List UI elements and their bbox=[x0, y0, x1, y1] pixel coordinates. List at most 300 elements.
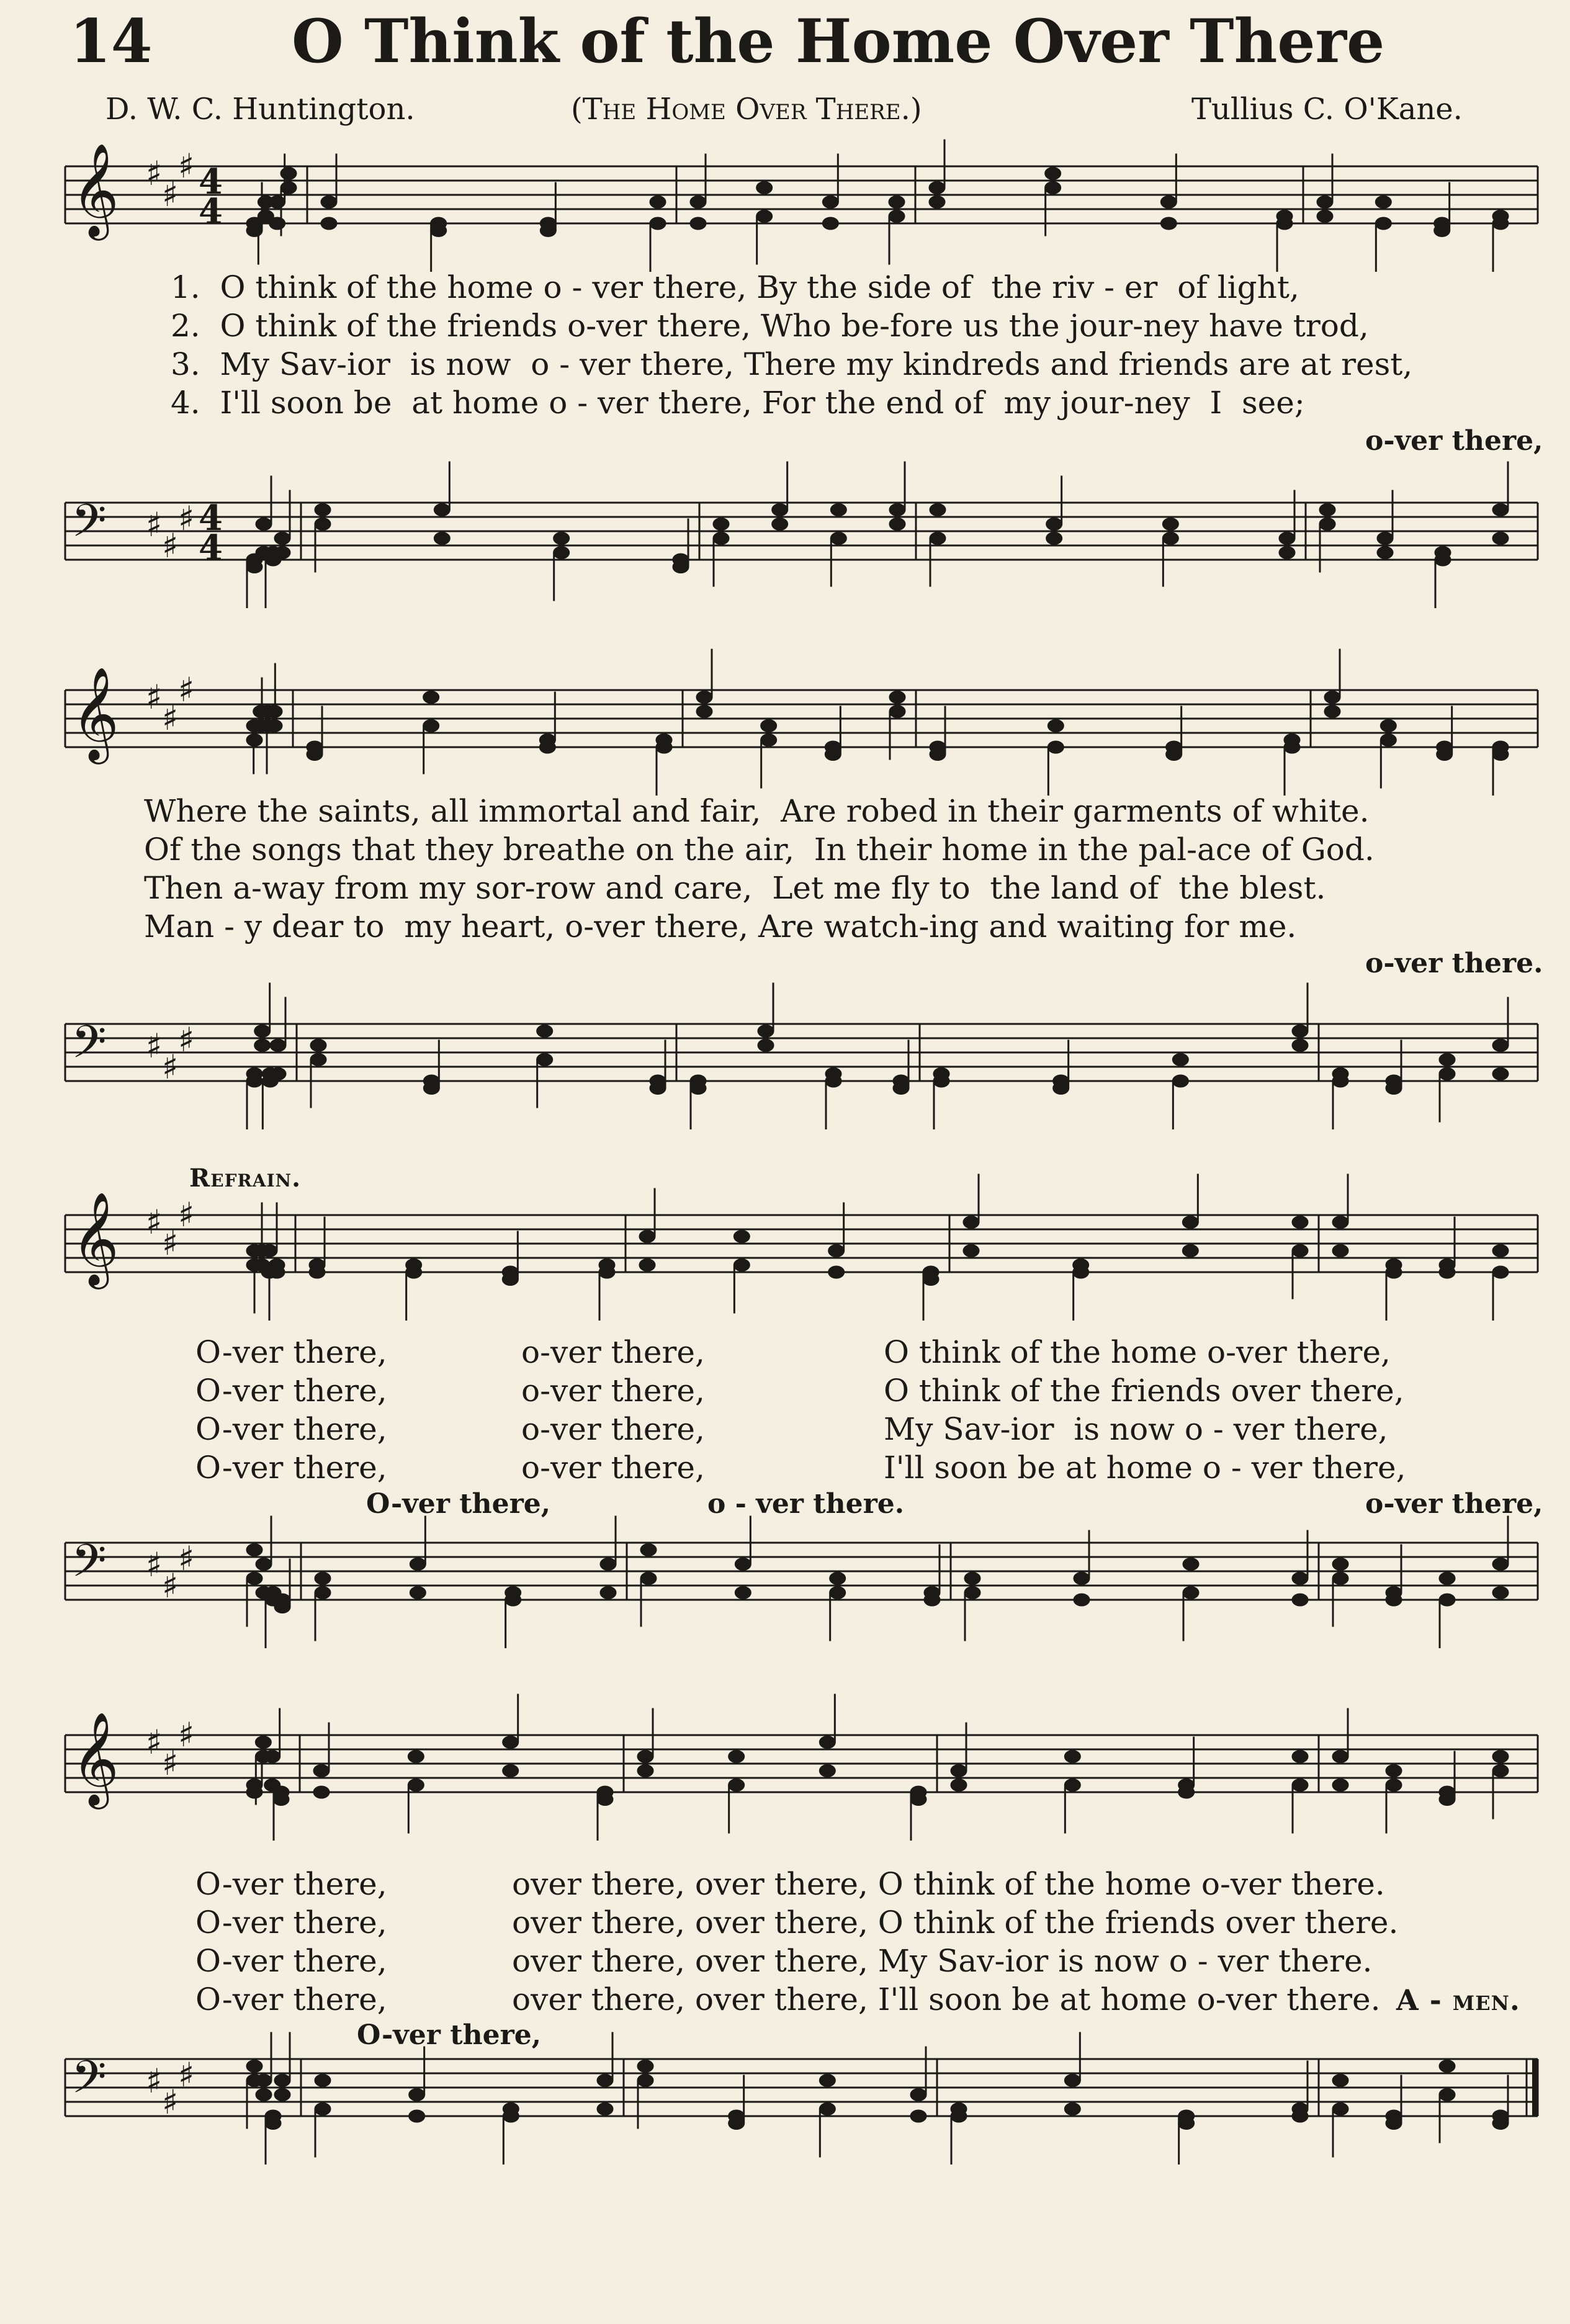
note-head bbox=[924, 1594, 940, 1606]
note-head bbox=[828, 1266, 845, 1278]
refrain-col-3 bbox=[884, 1333, 1406, 1487]
note-head bbox=[274, 2075, 290, 2087]
note-head bbox=[889, 706, 905, 718]
bass-clef-icon: 𝄢 bbox=[71, 1534, 107, 1598]
note-head bbox=[923, 1266, 939, 1278]
note-head bbox=[1332, 1779, 1348, 1792]
note-head bbox=[1386, 2110, 1402, 2122]
sharp-icon: ♯ bbox=[178, 1195, 195, 1234]
note-head bbox=[1375, 196, 1391, 209]
note-head bbox=[756, 182, 773, 194]
note-head bbox=[256, 1558, 272, 1571]
refrain-echo-3: o-ver there, bbox=[1365, 1488, 1543, 1520]
note-head bbox=[1439, 1573, 1455, 1585]
note-head bbox=[600, 1558, 616, 1571]
time-signature-bottom: 4 bbox=[199, 191, 223, 232]
note-head bbox=[1064, 2075, 1080, 2087]
refrain-label: Refrain. bbox=[189, 1164, 302, 1193]
note-head bbox=[1292, 1216, 1308, 1229]
note-head bbox=[830, 504, 846, 516]
note-head bbox=[1317, 196, 1333, 209]
sharp-icon: ♯ bbox=[146, 154, 163, 193]
note-head bbox=[1386, 1594, 1402, 1606]
note-head bbox=[1064, 1751, 1080, 1763]
note-head bbox=[269, 217, 285, 230]
note-head bbox=[910, 1786, 926, 1798]
refrain-echo-2: o - ver there. bbox=[707, 1488, 905, 1520]
note-head bbox=[639, 1259, 655, 1272]
note-head bbox=[503, 2110, 519, 2122]
note-head bbox=[1279, 532, 1295, 545]
note-head bbox=[246, 1544, 262, 1556]
note-head bbox=[713, 518, 729, 531]
verse-line: O-ver there, bbox=[195, 1866, 387, 1902]
note-head bbox=[964, 1573, 980, 1585]
note-head bbox=[729, 1779, 745, 1792]
note-head bbox=[951, 2110, 967, 2122]
sharp-icon: ♯ bbox=[146, 2062, 163, 2101]
verse-line: over there, over there, I'll soon be at home o-ver there. bbox=[512, 1981, 1381, 2017]
verse-line: over there, over there, O think of the home o-ver there. bbox=[512, 1866, 1385, 1902]
note-head bbox=[1160, 196, 1177, 209]
note-head bbox=[410, 1587, 426, 1599]
note-head bbox=[640, 1573, 657, 1585]
verse-line: O-ver there, bbox=[195, 1943, 387, 1979]
note-head bbox=[246, 1573, 262, 1585]
note-head bbox=[1074, 1594, 1090, 1606]
note-head bbox=[1183, 1587, 1199, 1599]
verse-line: 4. I'll soon be at home o - ver there, For the end of my jour-ney I see; bbox=[171, 385, 1305, 421]
note-head bbox=[761, 734, 777, 747]
note-head bbox=[696, 691, 712, 704]
note-head bbox=[539, 741, 555, 753]
note-head bbox=[929, 182, 945, 194]
note-head bbox=[1439, 1786, 1455, 1798]
note-head bbox=[313, 1765, 330, 1777]
verse-line: O-ver there, bbox=[195, 1373, 387, 1409]
note-head bbox=[1492, 1587, 1509, 1599]
verse-line: My Sav-ior is now o - ver there, bbox=[884, 1411, 1388, 1447]
note-head bbox=[1332, 1075, 1348, 1087]
note-head bbox=[1064, 1779, 1080, 1792]
note-head bbox=[637, 2060, 653, 2073]
note-head bbox=[280, 168, 297, 180]
verse-line: O-ver there, bbox=[195, 1411, 387, 1447]
sharp-icon: ♯ bbox=[146, 1545, 163, 1584]
note-head bbox=[246, 1786, 262, 1798]
note-head bbox=[409, 2089, 425, 2101]
note-head bbox=[408, 1779, 424, 1792]
note-head bbox=[313, 1786, 330, 1798]
note-head bbox=[1492, 741, 1509, 753]
note-head bbox=[690, 217, 706, 230]
verse-line: O-ver there, bbox=[195, 1334, 387, 1370]
note-head bbox=[964, 1587, 980, 1599]
note-head bbox=[1276, 217, 1293, 230]
note-head bbox=[910, 2089, 926, 2101]
note-head bbox=[1492, 1765, 1509, 1777]
note-head bbox=[1492, 1039, 1509, 1052]
verse-line: Man - y dear to my heart, o-ver there, Are watch-ing and waiting for me. bbox=[144, 909, 1297, 944]
note-head bbox=[315, 2075, 331, 2087]
note-head bbox=[431, 217, 447, 230]
note-head bbox=[637, 1751, 653, 1763]
note-head bbox=[910, 2110, 926, 2122]
note-head bbox=[1437, 741, 1453, 753]
note-head bbox=[315, 1587, 331, 1599]
note-head bbox=[822, 217, 838, 230]
note-head bbox=[1162, 532, 1178, 545]
note-head bbox=[1046, 532, 1062, 545]
sharp-icon: ♯ bbox=[162, 1744, 179, 1783]
note-head bbox=[1332, 1573, 1348, 1585]
note-head bbox=[1492, 2110, 1509, 2122]
note-head bbox=[1332, 1751, 1348, 1763]
note-head bbox=[315, 2103, 331, 2115]
note-head bbox=[256, 518, 272, 531]
note-head bbox=[1332, 1245, 1348, 1257]
note-head bbox=[246, 2060, 262, 2073]
note-head bbox=[423, 1075, 439, 1087]
note-head bbox=[1492, 1751, 1509, 1763]
system-2-echo: o-ver there. bbox=[1365, 948, 1543, 979]
sharp-icon: ♯ bbox=[146, 1723, 163, 1762]
note-head bbox=[1386, 1266, 1402, 1278]
note-head bbox=[1492, 1245, 1509, 1257]
note-head bbox=[280, 182, 297, 194]
note-head bbox=[819, 1765, 835, 1777]
system-1-echo: o-ver there, bbox=[1365, 425, 1543, 457]
note-head bbox=[758, 1039, 774, 1052]
note-head bbox=[434, 504, 450, 516]
note-head bbox=[600, 1587, 616, 1599]
refrain-col-1 bbox=[195, 1333, 387, 1487]
sharp-icon: ♯ bbox=[146, 1203, 163, 1242]
verse-line: over there, over there, O think of the friends over there. bbox=[512, 1905, 1399, 1940]
note-head bbox=[758, 1025, 774, 1038]
note-head bbox=[537, 1054, 553, 1066]
note-head bbox=[650, 196, 666, 209]
note-head bbox=[1375, 217, 1391, 230]
treble-clef-icon: 𝄞 bbox=[71, 1191, 119, 1285]
hymn-number: 14 bbox=[70, 6, 153, 76]
note-head bbox=[1317, 210, 1333, 223]
note-head bbox=[1045, 168, 1061, 180]
note-head bbox=[264, 1751, 280, 1763]
note-head bbox=[1172, 1054, 1188, 1066]
note-head bbox=[1332, 2075, 1348, 2087]
amen: A - men. bbox=[1396, 1983, 1520, 2017]
bass-clef-icon: 𝄢 bbox=[71, 2050, 107, 2114]
note-head bbox=[656, 741, 672, 753]
sharp-icon: ♯ bbox=[178, 499, 195, 538]
note-head bbox=[503, 1736, 519, 1749]
note-head bbox=[673, 554, 689, 566]
note-head bbox=[409, 2110, 425, 2122]
refrain-col-2 bbox=[521, 1333, 705, 1487]
note-head bbox=[254, 1025, 271, 1038]
note-head bbox=[1439, 1054, 1455, 1066]
note-head bbox=[310, 1054, 326, 1066]
note-head bbox=[1292, 1245, 1308, 1257]
note-head bbox=[1183, 1558, 1199, 1571]
note-head bbox=[735, 1587, 751, 1599]
note-head bbox=[1492, 1266, 1509, 1278]
note-head bbox=[505, 1594, 521, 1606]
verse-line: O-ver there, bbox=[195, 1450, 387, 1486]
note-head bbox=[713, 532, 729, 545]
sharp-icon: ♯ bbox=[162, 526, 179, 565]
tune-name: (The Home Over There.) bbox=[571, 92, 922, 127]
note-head bbox=[1439, 2089, 1455, 2101]
note-head bbox=[321, 196, 337, 209]
note-head bbox=[1074, 1573, 1090, 1585]
verse-line: o-ver there, bbox=[521, 1411, 705, 1447]
note-head bbox=[933, 1075, 949, 1087]
note-head bbox=[1377, 547, 1393, 559]
sharp-icon: ♯ bbox=[178, 670, 195, 709]
note-head bbox=[1292, 1039, 1308, 1052]
note-head bbox=[502, 1266, 518, 1278]
note-head bbox=[1435, 554, 1451, 566]
sharp-icon: ♯ bbox=[178, 2055, 195, 2094]
note-head bbox=[889, 196, 905, 209]
note-head bbox=[1279, 547, 1295, 559]
note-head bbox=[1292, 1025, 1308, 1038]
note-head bbox=[637, 2075, 653, 2087]
note-head bbox=[756, 210, 773, 223]
note-head bbox=[1178, 2110, 1195, 2122]
note-head bbox=[423, 691, 439, 704]
note-head bbox=[554, 547, 570, 559]
note-head bbox=[830, 532, 846, 545]
note-head bbox=[1162, 518, 1178, 531]
note-head bbox=[1332, 1558, 1348, 1571]
final-echo: O-ver there, bbox=[357, 2019, 542, 2051]
sharp-icon: ♯ bbox=[178, 146, 195, 186]
verse-line: O think of the home o-ver there, bbox=[884, 1334, 1391, 1370]
note-head bbox=[410, 1558, 426, 1571]
note-head bbox=[640, 1544, 657, 1556]
verse-line: 1. O think of the home o - ver there, By the side of the riv - er of light, bbox=[171, 269, 1299, 305]
note-head bbox=[246, 1075, 262, 1087]
note-head bbox=[1332, 2103, 1348, 2115]
note-head bbox=[930, 504, 946, 516]
verse-line: O think of the friends over there, bbox=[884, 1373, 1404, 1409]
hymn-title: O Think of the Home Over There bbox=[292, 6, 1385, 76]
note-head bbox=[951, 1779, 967, 1792]
verse-line: o-ver there, bbox=[521, 1450, 705, 1486]
note-head bbox=[639, 1231, 655, 1243]
sharp-icon: ♯ bbox=[162, 175, 179, 214]
note-head bbox=[733, 1259, 750, 1272]
time-signature-bottom: 4 bbox=[199, 527, 223, 568]
note-head bbox=[597, 2075, 613, 2087]
note-head bbox=[1292, 1573, 1308, 1585]
note-head bbox=[929, 196, 945, 209]
note-head bbox=[1182, 1216, 1198, 1229]
note-head bbox=[315, 504, 331, 516]
note-head bbox=[1182, 1245, 1198, 1257]
note-head bbox=[503, 1765, 519, 1777]
verse-line: I'll soon be at home o - ver there, bbox=[884, 1450, 1406, 1486]
note-head bbox=[1380, 720, 1396, 732]
note-head bbox=[434, 532, 450, 545]
sharp-icon: ♯ bbox=[162, 699, 179, 738]
bass-clef-icon: 𝄢 bbox=[71, 494, 107, 558]
note-head bbox=[597, 2103, 613, 2115]
composer-credit: Tullius C. O'Kane. bbox=[1191, 92, 1463, 127]
note-head bbox=[889, 518, 905, 531]
note-head bbox=[1439, 1594, 1455, 1606]
note-head bbox=[270, 1039, 286, 1052]
note-head bbox=[825, 741, 841, 753]
note-head bbox=[274, 1594, 290, 1606]
note-head bbox=[274, 532, 290, 545]
note-head bbox=[1324, 691, 1340, 704]
verse-line: O-ver there, bbox=[195, 1981, 387, 2017]
note-head bbox=[733, 1231, 750, 1243]
note-head bbox=[1386, 1075, 1402, 1087]
note-head bbox=[255, 1736, 271, 1749]
note-head bbox=[696, 706, 712, 718]
note-head bbox=[825, 1075, 841, 1087]
note-head bbox=[951, 1765, 967, 1777]
note-head bbox=[597, 1786, 613, 1798]
note-head bbox=[690, 196, 706, 209]
note-head bbox=[1073, 1266, 1089, 1278]
sharp-icon: ♯ bbox=[162, 1224, 179, 1263]
note-head bbox=[540, 217, 556, 230]
time-signature-top: 4 bbox=[199, 161, 223, 202]
verse-line: 3. My Sav-ior is now o - ver there, There my kindreds and friends are at rest, bbox=[171, 346, 1413, 382]
note-head bbox=[1386, 1765, 1402, 1777]
time-signature-top: 4 bbox=[199, 498, 223, 539]
sharp-icon: ♯ bbox=[146, 1026, 163, 1066]
note-head bbox=[315, 1573, 331, 1585]
note-head bbox=[599, 1266, 615, 1278]
note-head bbox=[1380, 734, 1396, 747]
note-head bbox=[893, 1075, 909, 1087]
note-head bbox=[273, 1786, 289, 1798]
note-head bbox=[1172, 1075, 1188, 1087]
note-head bbox=[1047, 741, 1064, 753]
note-head bbox=[1434, 217, 1450, 230]
sharp-icon: ♯ bbox=[146, 678, 163, 717]
note-head bbox=[266, 706, 282, 718]
note-head bbox=[1047, 720, 1064, 732]
note-head bbox=[963, 1216, 979, 1229]
note-head bbox=[537, 1025, 553, 1038]
sharp-icon: ♯ bbox=[162, 1048, 179, 1087]
note-head bbox=[1439, 1266, 1455, 1278]
note-head bbox=[963, 1245, 979, 1257]
note-head bbox=[315, 518, 331, 531]
note-head bbox=[1160, 217, 1177, 230]
bass-clef-icon: 𝄢 bbox=[71, 1015, 107, 1079]
verse-line: o-ver there, bbox=[521, 1334, 705, 1370]
treble-clef-icon: 𝄞 bbox=[71, 142, 119, 236]
note-head bbox=[690, 1075, 706, 1087]
note-head bbox=[269, 196, 285, 209]
note-head bbox=[1284, 741, 1300, 753]
note-head bbox=[321, 217, 337, 230]
note-head bbox=[1324, 706, 1340, 718]
note-head bbox=[1292, 1594, 1308, 1606]
note-head bbox=[650, 1075, 666, 1087]
note-head bbox=[889, 504, 905, 516]
note-head bbox=[266, 720, 282, 732]
note-head bbox=[1492, 217, 1509, 230]
note-head bbox=[761, 720, 777, 732]
note-head bbox=[274, 547, 290, 559]
note-head bbox=[830, 1587, 846, 1599]
note-head bbox=[828, 1245, 845, 1257]
sharp-icon: ♯ bbox=[162, 2083, 179, 2122]
note-head bbox=[256, 2089, 272, 2101]
note-head bbox=[1377, 532, 1393, 545]
verse-line: over there, over there, My Sav-ior is now o - ver there. bbox=[512, 1943, 1373, 1979]
final-col-1 bbox=[195, 1865, 387, 2019]
note-head bbox=[819, 2075, 835, 2087]
note-head bbox=[930, 532, 946, 545]
note-head bbox=[1492, 1068, 1509, 1080]
note-head bbox=[1332, 1216, 1348, 1229]
sharp-icon: ♯ bbox=[178, 1715, 195, 1754]
note-head bbox=[408, 1751, 424, 1763]
author-credit: D. W. C. Huntington. bbox=[105, 92, 415, 127]
verse-line: 2. O think of the friends o-ver there, Who be-fore us the jour-ney have trod, bbox=[171, 308, 1369, 344]
verse-line: o-ver there, bbox=[521, 1373, 705, 1409]
note-head bbox=[554, 532, 570, 545]
note-head bbox=[423, 720, 439, 732]
note-head bbox=[772, 504, 788, 516]
note-head bbox=[1492, 504, 1509, 516]
note-head bbox=[261, 1245, 277, 1257]
note-head bbox=[1386, 1779, 1402, 1792]
note-head bbox=[265, 2110, 281, 2122]
treble-clef-icon: 𝄞 bbox=[71, 1711, 119, 1805]
note-head bbox=[637, 1765, 653, 1777]
note-head bbox=[889, 210, 905, 223]
note-head bbox=[1046, 518, 1062, 531]
note-head bbox=[1292, 1779, 1308, 1792]
note-head bbox=[274, 2089, 290, 2101]
note-head bbox=[307, 741, 323, 753]
note-head bbox=[310, 1039, 326, 1052]
note-head bbox=[830, 1573, 846, 1585]
note-head bbox=[1319, 518, 1335, 531]
final-col-2 bbox=[512, 1865, 1398, 2019]
note-head bbox=[729, 2110, 745, 2122]
note-head bbox=[1292, 2110, 1308, 2122]
note-head bbox=[1166, 741, 1182, 753]
refrain-echo-1: O-ver there, bbox=[366, 1488, 551, 1520]
note-head bbox=[309, 1266, 325, 1278]
note-head bbox=[256, 2075, 272, 2087]
verse-line: O-ver there, bbox=[195, 1905, 387, 1940]
note-head bbox=[1492, 1558, 1509, 1571]
note-head bbox=[1053, 1075, 1069, 1087]
note-head bbox=[406, 1266, 422, 1278]
note-head bbox=[889, 691, 905, 704]
sharp-icon: ♯ bbox=[178, 1539, 195, 1578]
note-head bbox=[254, 1039, 271, 1052]
note-head bbox=[1492, 532, 1509, 545]
note-head bbox=[270, 1068, 286, 1080]
note-head bbox=[729, 1751, 745, 1763]
treble-clef-icon: 𝄞 bbox=[71, 666, 119, 760]
